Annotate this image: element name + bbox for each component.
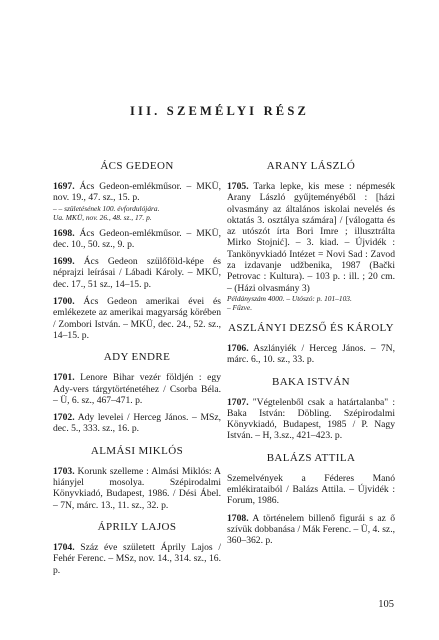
bibliography-entry — [227, 397, 395, 442]
section-title: III. SZEMÉLYI RÉSZ — [129, 104, 310, 118]
entry-text: Ács Gedeon szülőföld-képe és néprajzi leírásai / Lábadi Károly. – MKÜ, dec. 17., 51 sz., 14–15. p. — [53, 256, 221, 290]
entry-number: 1699. — [53, 256, 75, 268]
entry-number: 1701. — [53, 372, 75, 384]
entry-number: 1704. — [53, 541, 75, 553]
bibliography-entry — [53, 228, 221, 251]
entry-number: 1705. — [227, 181, 249, 192]
entry-number: 1706. — [227, 342, 249, 354]
bibliography-entry — [53, 181, 221, 222]
bibliography-entry — [53, 296, 221, 341]
bibliography-entry — [53, 466, 221, 511]
entry-text: "Végtelenből csak a határtalanba" : Baka István: Döbling. Szépirodalmi Könyvkiadó, Budapest, 1985 / P. Nagy István. – H, 3.sz., 421–423. p. — [227, 396, 395, 442]
entry-text: Száz éve született Áprily Lajos / Fehér Ferenc. – MSz, nov. 14., 314. sz., 16. p. — [53, 541, 221, 576]
entry-number: 1700. — [53, 296, 75, 308]
entry-number: 1698. — [53, 227, 75, 239]
entry-number: 1707. — [227, 396, 249, 408]
entry-number: 1703. — [53, 465, 75, 477]
bibliography-entry — [227, 473, 395, 507]
entry-text: Ács Gedeon-emlékműsor. – MKÜ, nov. 19., 47. sz., 15. p. — [53, 181, 221, 204]
entry-text: Ady levelei / Herceg János. – MSz, dec. 5., 333. sz., 16. p. — [53, 412, 221, 435]
page-number: 105 — [378, 599, 394, 610]
author-heading: BALÁZS ATTILA — [266, 451, 356, 464]
entry-text: Korunk szelleme : Almási Miklós: A hiányjel mosolya. Szépirodalmi Könyvkiadó, Budapest, 1986. / Dési Ábel. – 7N, márc. 13., 11. sz., 32. p. — [53, 465, 221, 511]
bibliography-entry — [53, 372, 221, 406]
bibliography-entry — [53, 542, 221, 576]
entry-number: 1708. — [227, 512, 249, 524]
bibliography-entry — [227, 343, 395, 366]
author-heading: ASZLÁNYI DEZSŐ ÉS KÁROLY — [228, 321, 394, 334]
left-column — [53, 160, 221, 582]
author-heading: BAKA ISTVÁN — [271, 375, 351, 388]
entry-note: – – születésének 100. évfordulójára. — [53, 203, 160, 213]
author-heading: ARANY LÁSZLÓ — [266, 160, 356, 172]
author-heading: ADY ENDRE — [103, 351, 171, 364]
entry-text: Ács Gedeon amerikai évei és emlékezete az amerikai magyarság körében / Zombori István. – MKÜ, dec. 24., 52. sz., 14–15. p. — [53, 296, 221, 341]
bibliography-entry — [227, 513, 395, 547]
entry-note: Ua. MKÜ, nov. 26., 48. sz., 17. p. — [53, 212, 152, 222]
entry-text: Aszlányiék / Herceg János. – 7N, márc. 6., 10. sz., 33. p. — [227, 342, 395, 366]
entry-text: A történelem billenő figurái s az ő szívük dobbanása / Mák Ferenc. – Ü, 4. sz., 360–362. p. — [227, 512, 395, 547]
entry-text: Lenore Bihar vezér földjén : egy Ady-vers tárgytörténetéhez / Csorba Béla. – Ü, 6. sz., 467–471. p. — [53, 372, 221, 406]
entry-number: 1702. — [53, 412, 75, 424]
entry-number: 1697. — [53, 181, 75, 192]
entry-note: Példányszám 4000. – Utószó: p. 101–103. — [227, 293, 352, 303]
author-heading: ALMÁSI MIKLÓS — [90, 444, 184, 457]
author-heading: ÁPRILY LAJOS — [97, 520, 177, 533]
bibliography-entry — [53, 256, 221, 290]
entry-text: Tarka lepke, kis mese : népmesék Arany László gyűjteményéből : [házi olvasmány az általános iskolai nevelés és oktatás 3. osztálya számára] / [válogatta és az utószót írta Bori Imre ; illusztrálta Mirko Stojnić]. – 3. kiad. – Újvidék : Tankönyvkiadó Intézet = Novi Sad : Zavod za izdavanje udžbenika, 1987 (Bački Petrovac : Kultura). – 103 p. : ill. ; 20 cm. – (Házi olvasmány 3) — [227, 181, 395, 294]
entry-note: – Fűzve. — [227, 302, 253, 312]
bibliography-entry — [227, 181, 395, 312]
author-heading: ÁCS GEDEON — [100, 160, 174, 172]
bibliography-entry — [53, 412, 221, 435]
entry-text: Szemelvények a Féderes Manó emlékirataiból / Balázs Attila. – Újvidék : Forum, 1986. — [227, 472, 395, 507]
right-column — [227, 160, 395, 553]
entry-text: Ács Gedeon-emlékműsor. – MKÜ, dec. 10., 50. sz., 9. p. — [53, 227, 221, 250]
